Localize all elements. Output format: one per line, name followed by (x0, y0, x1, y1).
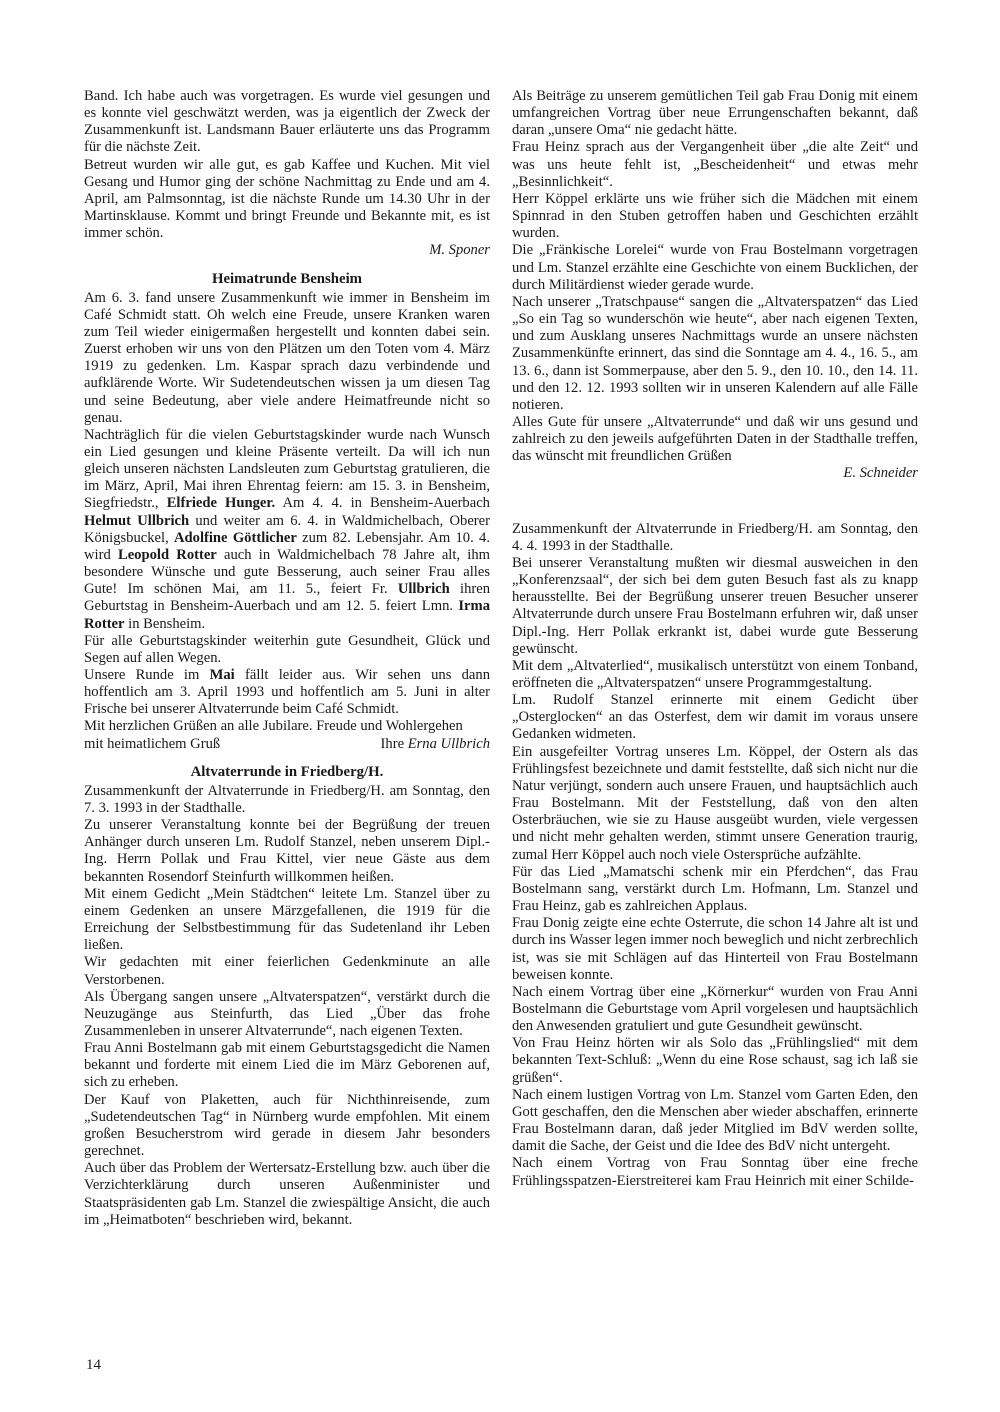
program-paragraph: Als Beiträge zu unserem gemütlichen Teil gab Frau Donig mit einem umfangreichen Vortrag über neue Errungenschaften bekannt, daß daran „unsere Oma“ nie gedacht hätte. (512, 88, 918, 139)
friedberg-paragraph: Als Übergang sangen unsere „Altvaterspatzen“, verstärkt durch die Neuzugänge aus Steinfurth, das Lied „Über das frohe Zusammenleben in unserer Altvaterrunde“, nach eigenen Texten. (84, 988, 490, 1039)
april-meeting-paragraph: Zusammenkunft der Altvaterrunde in Friedberg/H. am Sonntag, den 4. 4. 1993 in der Stadthalle. (512, 520, 918, 554)
bensheim-signature-line (84, 736, 490, 753)
name-ullbrich: Ullbrich (397, 581, 450, 598)
text-run: Unsere Runde im (84, 667, 210, 683)
signature-name: E. Schneider (843, 465, 918, 482)
left-column (84, 88, 490, 1229)
intro-paragraph: Betreut wurden wir alle gut, es gab Kaffee und Kuchen. Mit viel Gesang und Humor ging der schöne Nachmittag zu Ende und am 4. April, am Palmsonntag, ist die nächste Runde um 14.30 Uhr in der Martinsklause. Kommt und bringt Freunde und Bekannte mit, es ist immer schön. (84, 156, 490, 242)
text-run: zum 82. Lebensjahr. Am 10. 4. wird (84, 529, 490, 563)
bensheim-wishes: Für alle Geburtstagskinder weiterhin gute Gesundheit, Glück und Segen auf allen Wegen. (84, 632, 490, 666)
april-meeting-paragraph: Nach einem Vortrag von Frau Sonntag über eine freche Frühlingsspatzen-Eierstreiterei kam Frau Heinrich mit einer Schilde- (512, 1155, 918, 1189)
signature-schneider (512, 465, 918, 482)
bensheim-paragraph: Am 6. 3. fand unsere Zusammenkunft wie immer in Bensheim im Café Schmidt statt. Oh welch eine Freude, unsere Kranken waren zum Teil wieder einigermaßen hergestellt und konnten dabei sein. Zuerst erhoben wir uns von den Plätzen um den Toten vom 4. März 1919 zu gedenken. Lm. Kaspar sprach dazu verbindende und aufklärende Worte. Wir Sudetendeutschen wissen ja um diesen Tag und seine Bedeutung, aber viele andere Heimatfreunde nicht so genau. (84, 289, 490, 426)
friedberg-paragraph: Zu unserer Veranstaltung konnte bei der Begrüßung der treuen Anhänger durch unseren Lm. Rudolf Stanzel, neben unserem Dipl.-Ing. Herrn Pollak und Frau Kittel, vier neue Gäste aus dem bekannten Rosendorf Steinfurth willkommen heißen. (84, 817, 490, 885)
april-meeting-paragraph: Mit dem „Altvaterlied“, musikalisch unterstützt von einem Tonband, eröffneten die „Altvaterspatzen“ unsere Programmgestaltung. (512, 657, 918, 691)
friedberg-paragraph: Der Kauf von Plaketten, auch für Nichthinreisende, zum „Sudetendeutschen Tag“ in Nürnberg wurde empfohlen. Mit einem großen Besucherstrom wird gerade in diesem Jahr besonders gerechnet. (84, 1091, 490, 1160)
april-meeting-paragraph: Nach einem Vortrag über eine „Körnerkur“ wurden von Frau Anni Bostelmann die Geburtstage vom April vorgelesen und hauptsächlich den Anwesenden gratuliert und gute Gesundheit gewünscht. (512, 983, 918, 1035)
name-adolfine-goettlicher: Adolfine Göttlicher (174, 529, 297, 546)
name-leopold-rotter: Leopold Rotter (117, 546, 217, 563)
april-meeting-paragraph: Nach einem lustigen Vortrag von Lm. Stanzel vom Garten Eden, den Gott geschaffen, den die Menschen aber wieder abschaffen, erinnerte Frau Bostelmann daran, daß jeder Mitglied im BdV werden sollte, damit die Sache, der Geist und die Idee des BdV nicht untergeht. (512, 1086, 918, 1155)
text-run: und weiter am 6. 4. in Waldmichelbach, Oberer Königsbuckel, (84, 512, 490, 546)
april-meeting-paragraph: Frau Donig zeigte eine echte Osterrute, die schon 14 Jahre alt ist und durch ins Wasser legen immer noch beweglich und nicht zerbrechlich ist, was sie mit Schlägen auf das Hinterteil von Frau Bostelmann beweisen konnte. (512, 915, 918, 983)
text-run: Nachträglich für die vielen Geburtstagskinder wurde nach Wunsch ein Lied gesungen und kleine Präsente verteilt. Da will ich nun gleich unseren nächsten Landsleuten zum Geburtstag gratulieren, die im März, April, Mai ihren Ehrentag feiern: am 15. 3. in Bensheim, Siegfriedstr., (84, 426, 490, 512)
signature-sponer (84, 242, 490, 259)
friedberg-paragraph: Wir gedachten mit einer feierlichen Gedenkminute an alle Verstorbenen. (84, 954, 490, 988)
signature-ullbrich (381, 736, 490, 753)
program-paragraph: Frau Heinz sprach aus der Vergangenheit über „die alte Zeit“ und was uns heute fehlt ist, „Bescheidenheit“ und etwas mehr „Besinnlichkeit“. (512, 139, 918, 190)
intro-paragraph: Band. Ich habe auch was vorgetragen. Es wurde viel gesungen und es konnte viel geschwätzt werden, was ja eigentlich der Zweck der Zusammenkunft ist. Landsmann Bauer erläuterte uns das Programm für die nächste Zeit. (84, 88, 490, 156)
signature-prefix: Ihre (380, 735, 405, 752)
name-elfriede-hunger: Elfriede Hunger. (166, 495, 276, 512)
april-meeting-paragraph: Von Frau Heinz hörten wir als Solo das „Frühlingslied“ mit dem bekannten Text-Schluß: „Wenn du eine Rose schaust, sag ich laß sie grüßen“. (512, 1035, 918, 1086)
right-column (512, 88, 918, 1190)
text-run: Am 4. 4. in Bensheim-Auerbach (275, 495, 490, 512)
program-paragraph: Herr Köppel erklärte uns wie früher sich die Mädchen mit einem Spinnrad in den Stuben getroffen haben und Geschichten erzählt wurden. (512, 190, 918, 242)
name-irma-rotter: Irma Rotter (84, 598, 490, 632)
april-meeting-paragraph: Bei unserer Veranstaltung mußten wir diesmal ausweichen in den „Konferenzsaal“, der sich bei dem guten Besuch fast als zu knapp herausstellte. Bei der Begrüßung unserer treuen Besucher unserer Altvaterrunde durch unsere Frau Bostelmann erfuhren wir, daß unser Dipl.-Ing. Herr Pollak erkrankt ist, dabei wurde gute Besserung gewünscht. (512, 554, 918, 657)
april-meeting-paragraph: Ein ausgefeilter Vortrag unseres Lm. Köppel, der Ostern als das Frühlingsfest bezeichnete und damit feststellte, daß sich nicht nur die Natur verjüngt, sondern auch unsere Frauen, und hauptsächlich auch Frau Bostelmann. Mit der Feststellung, daß von den alten Osterbräuchen, wie sie zu Hause ausgeübt wurden, viele vergessen und nicht mehr gehalten werden, stimmt unsere Generation traurig, zumal Herr Köppel auch noch viele Ostersprüche aufzählte. (512, 743, 918, 863)
page-number: 14 (86, 1357, 101, 1373)
bensheim-may-paragraph (84, 667, 490, 718)
program-paragraph: Die „Fränkische Lorelei“ wurde von Frau Bostelmann vorgetragen und Lm. Stanzel erzählte eine Geschichte von einem Bucklichen, der durch Militärdienst wieder gerade wurde. (512, 242, 918, 293)
friedberg-paragraph: Zusammenkunft der Altvaterrunde in Friedberg/H. am Sonntag, den 7. 3. 1993 in der Stadthalle. (84, 782, 490, 816)
program-paragraph: Alles Gute für unsere „Altvaterrunde“ und daß wir uns gesund und zahlreich zu den jeweils aufgeführten Daten in der Stadthalle treffen, das wünscht mit freundlichen Grüßen (512, 413, 918, 465)
section-heading-friedberg: Altvaterrunde in Friedberg/H. (190, 763, 384, 780)
column-gap (512, 483, 918, 521)
friedberg-paragraph: Mit einem Gedicht „Mein Städtchen“ leitete Lm. Stanzel über zu einem Gedenken an unsere Märzgefallenen, die 1919 für die Erreichung der Selbstbestimmung für das Sudetenland ihr Leben ließen. (84, 885, 490, 954)
text-run: ihren Geburtstag in Bensheim-Auerbach und am 12. 5. feiert Lmn. (84, 581, 491, 615)
month-mai: Mai (209, 667, 235, 683)
april-meeting-paragraph: Für das Lied „Mamatschi schenk mir ein Pferdchen“, das Frau Bostelmann sang, verstärkt durch Lm. Hofmann, Lm. Stanzel und Frau Heinz, gab es zahlreichen Applaus. (512, 863, 918, 915)
text-run: auch in Waldmichelbach 78 Jahre alt, ihm besondere Wünsche und gute Besserung, auch seiner Frau alles Gute! Im schönen Mai, am 11. 5., feiert Fr. (84, 546, 490, 598)
bensheim-closing: Mit herzlichen Grüßen an alle Jubilare. Freude und Wohlergehen (84, 718, 463, 735)
name-helmut-ullbrich: Helmut Ullbrich (84, 512, 190, 529)
text-run: fällt leider aus. Wir sehen uns dann hoffentlich am 3. April 1993 und hoffentlich am 5. Juni in alter Frische bei unserer Altvaterrunde beim Café Schmidt. (84, 667, 490, 718)
program-paragraph: Nach unserer „Tratschpause“ sangen die „Altvaterspatzen“ das Lied „So ein Tag so wunderschön wie heute“, aber nach eigenen Texten, und zum Ausklang unseres Nachmittags wurde an unsere nächsten Zusammenkünfte erinnert, das sind die Sonntage am 4. 4., 16. 5., am 13. 6., dann ist Sommerpause, aber den 5. 9., den 10. 10., den 14. 11. und den 12. 12. 1993 sollten wir in unseren Kalendern auf alle Fälle notieren. (512, 293, 918, 413)
text-run: in Bensheim. (124, 615, 206, 632)
section-heading-bensheim: Heimatrunde Bensheim (211, 270, 363, 287)
friedberg-paragraph: Frau Anni Bostelmann gab mit einem Geburtstagsgedicht die Namen bekannt und forderte mit einem Lied die im März Geborenen auf, sich zu erheben. (84, 1040, 490, 1091)
bensheim-birthdays-paragraph (84, 427, 490, 633)
april-meeting-paragraph: Lm. Rudolf Stanzel erinnerte mit einem Gedicht über „Osterglocken“ an das Osterfest, dem wir damit im voraus unsere Gedanken widmeten. (512, 692, 918, 743)
friedberg-paragraph: Auch über das Problem der Wertersatz-Erstellung bzw. auch über die Verzichterklärung durch unseren Außenminister und Staatspräsidenten gab Lm. Stanzel die zwiespältige Ansicht, die auch im „Heimatboten“ beschrieben wird, bekannt. (84, 1160, 490, 1228)
signature-name: Erna Ullbrich (407, 735, 490, 752)
signature-name: M. Sponer (429, 242, 490, 259)
closing-greeting: mit heimatlichem Gruß (84, 735, 221, 752)
